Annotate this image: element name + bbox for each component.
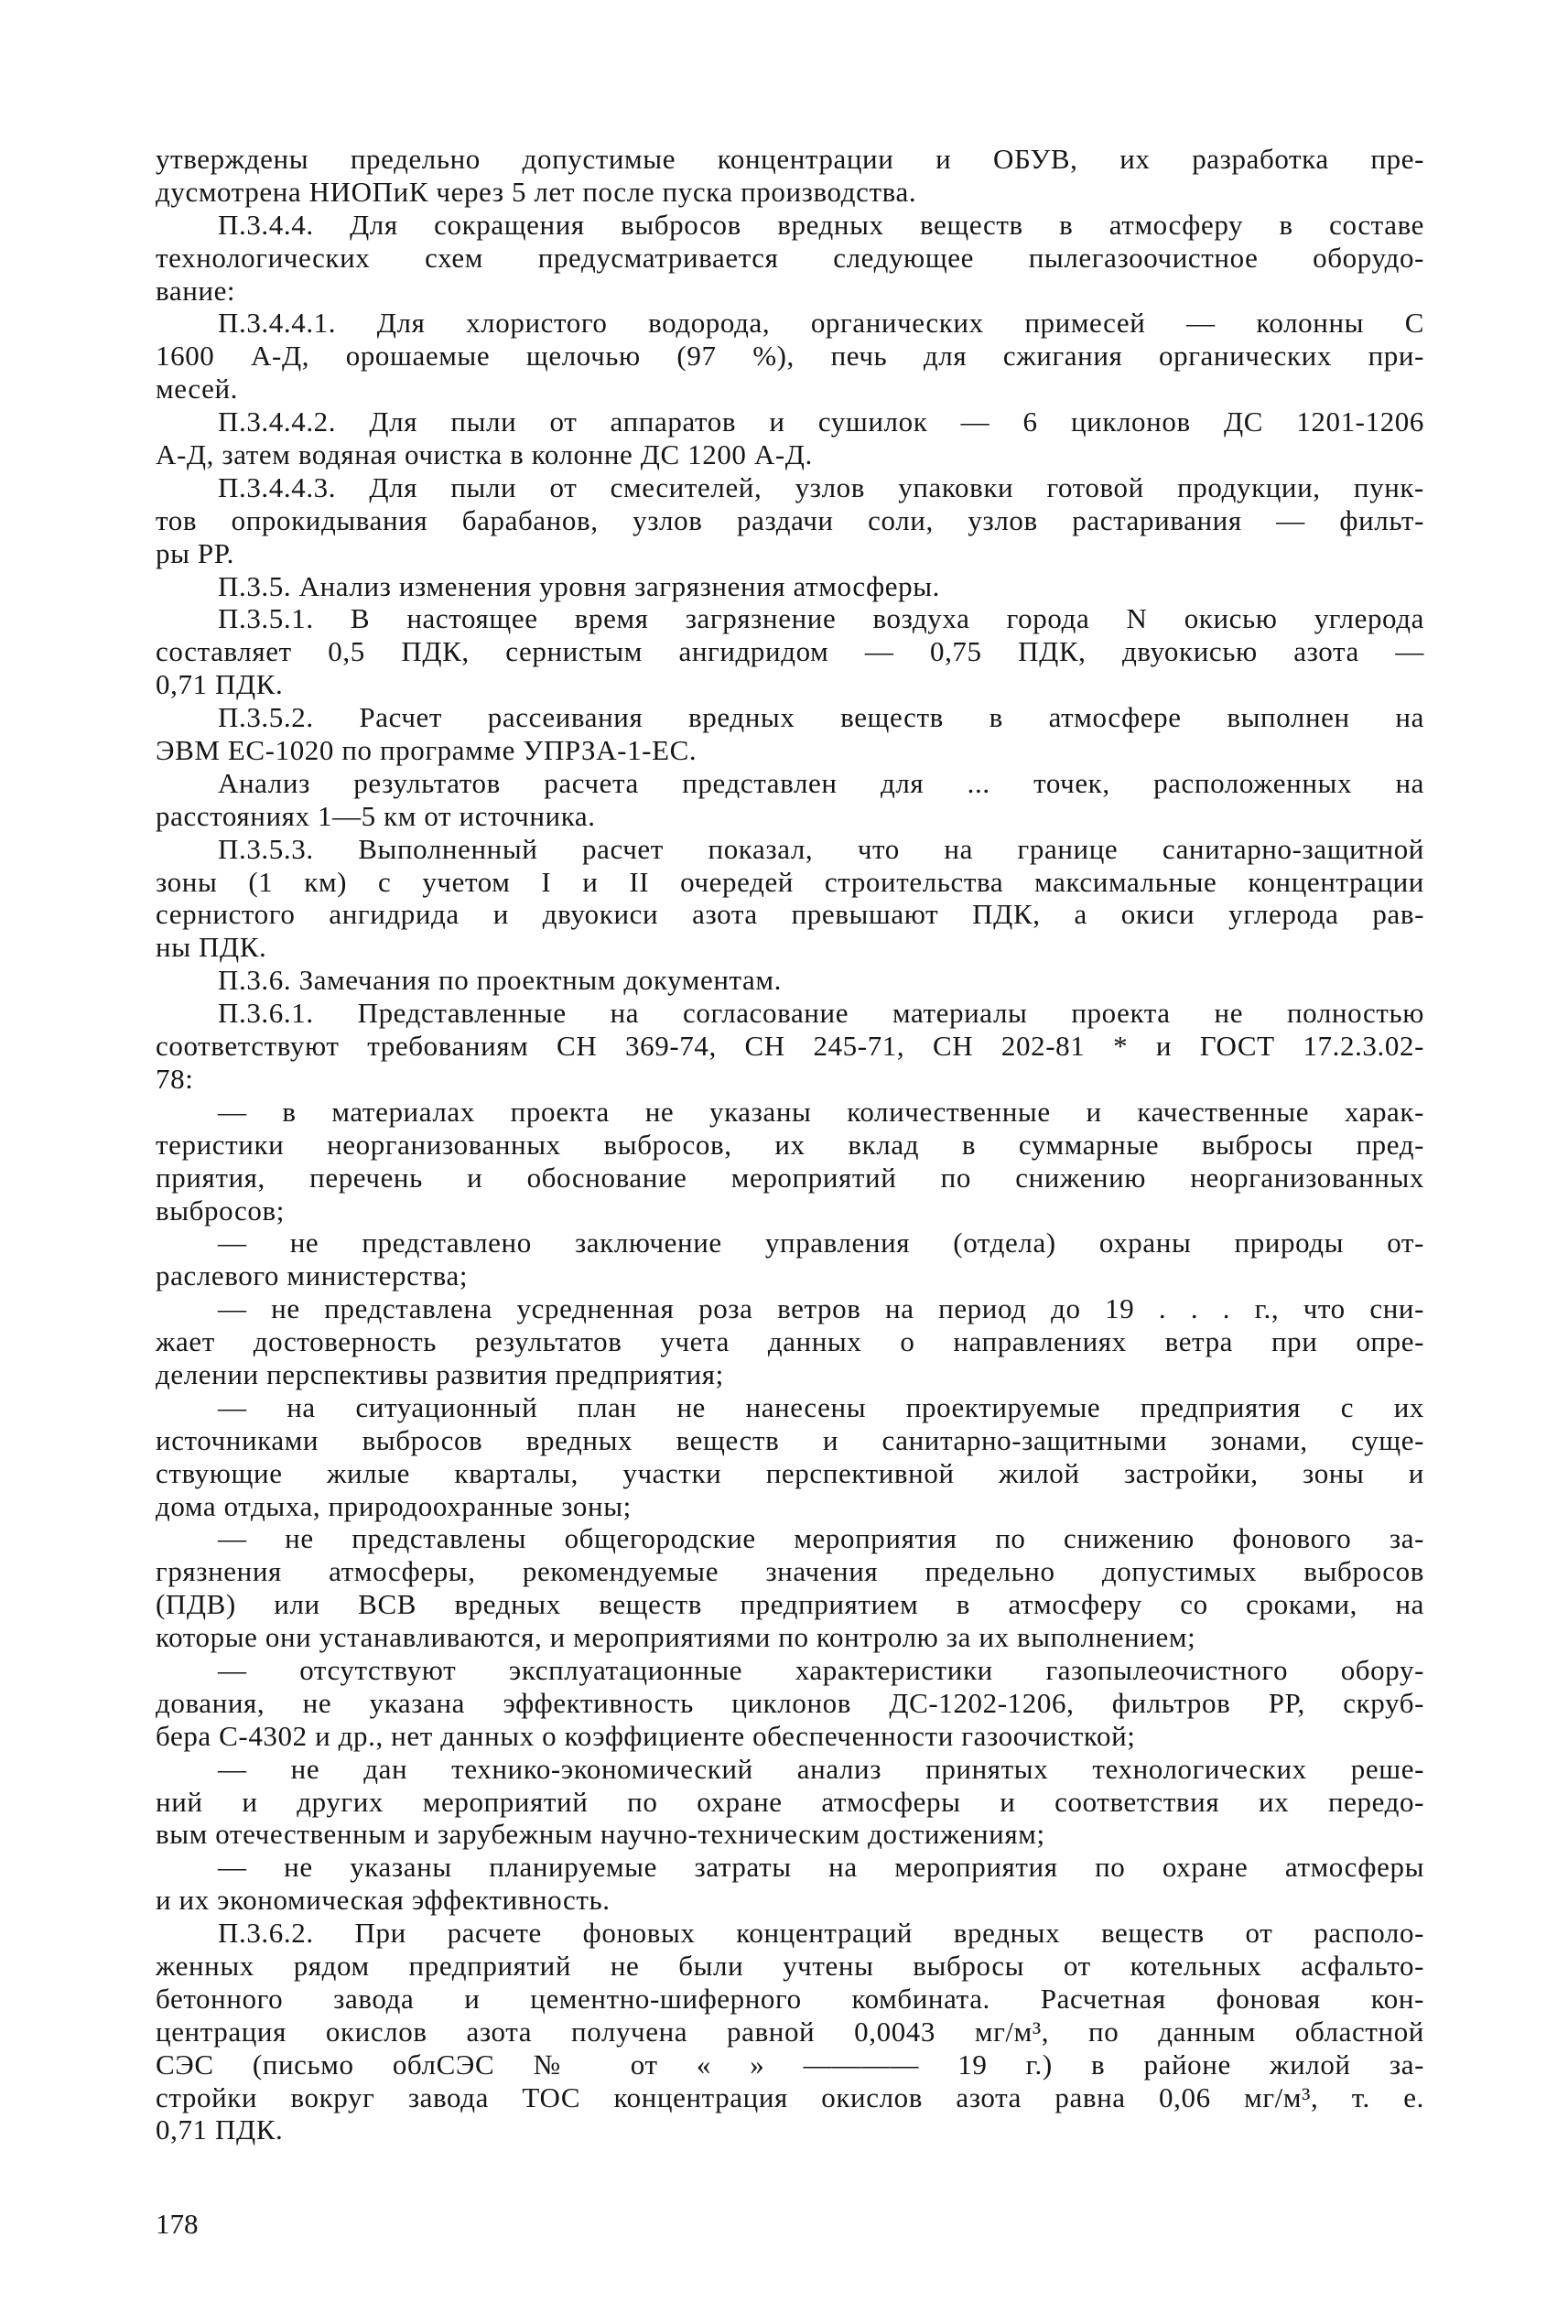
paragraph — [156, 833, 1424, 965]
paragraph — [156, 997, 1424, 1096]
text-line: 78: — [156, 1062, 194, 1095]
text-line: А-Д, затем водяная очистка в колонне ДС 1200 А-Д. — [156, 438, 813, 471]
paragraph — [156, 1292, 1424, 1391]
text-line: ствующие жилые кварталы, участки перспективной жилой застройки, зоны и — [156, 1456, 1424, 1489]
text-line: бетонного завода и цементно-шиферного комбината. Расчетная фоновая кон- — [156, 1982, 1424, 2015]
paragraph — [156, 1917, 1424, 2146]
paragraph — [156, 1096, 1424, 1227]
text-line: П.3.4.4.1. Для хлористого водорода, органических примесей — колонны С — [218, 307, 1424, 340]
text-line: 0,71 ПДК. — [156, 668, 284, 701]
text-line: — отсутствуют эксплуатационные характеристики газопылеочистного обору- — [218, 1653, 1424, 1686]
text-line: П.3.5. Анализ изменения уровня загрязнения атмосферы. — [218, 569, 941, 602]
text-line: выбросов; — [156, 1194, 285, 1227]
text-line: приятия, перечень и обоснование мероприятий по снижению неорганизованных — [156, 1161, 1424, 1194]
paragraph — [156, 471, 1424, 570]
text-line: источниками выбросов вредных веществ и санитарно-защитными зонами, суще- — [156, 1423, 1424, 1456]
text-line: ЭВМ ЕС-1020 по программе УПРЗА-1-ЕС. — [156, 734, 697, 767]
text-line: теристики неорганизованных выбросов, их вклад в суммарные выбросы пред- — [156, 1128, 1424, 1161]
text-line: — не представлено заключение управления (отдела) охраны природы от- — [218, 1227, 1424, 1259]
text-line: дома отдыха, природоохранные зоны; — [156, 1489, 632, 1522]
text-line: грязнения атмосферы, рекомендуемые значения предельно допустимых выбросов — [156, 1555, 1424, 1588]
text-line: — в материалах проекта не указаны количественные и качественные харак- — [218, 1095, 1424, 1128]
text-line: П.3.6.1. Представленные на согласование материалы проекта не полностью — [218, 997, 1424, 1030]
text-line: дусмотрена НИОПиК через 5 лет после пуска производства. — [156, 175, 917, 208]
paragraph — [156, 767, 1424, 833]
paragraph — [156, 1522, 1424, 1654]
paragraph — [156, 405, 1424, 471]
text-line: 1600 А-Д, орошаемые щелочью (97 %), печь для сжигания органических при- — [156, 340, 1424, 373]
text-line: — не представлены общегородские мероприятия по снижению фонового за- — [218, 1522, 1424, 1555]
text-line: раслевого министерства; — [156, 1259, 469, 1292]
document-body — [156, 143, 1424, 2146]
text-line: — на ситуационный план не нанесены проектируемые предприятия с их — [218, 1390, 1424, 1423]
text-line: и их экономическая эффективность. — [156, 1884, 611, 1917]
text-line: СЭС (письмо облСЭС № от « » ———— 19 г.) в районе жилой за- — [156, 2048, 1424, 2081]
text-line: ны ПДК. — [156, 931, 267, 964]
text-line: соответствуют требованиям СН 369-74, СН 245-71, СН 202-81 * и ГОСТ 17.2.3.02- — [156, 1030, 1424, 1063]
text-line: вание: — [156, 274, 236, 307]
text-line: женных рядом предприятий не были учтены выбросы от котельных асфальто- — [156, 1949, 1424, 1982]
text-line: П.3.4.4. Для сокращения выбросов вредных веществ в атмосферу в составе — [218, 208, 1424, 241]
text-line: — не представлена усредненная роза ветров на период до 19 . . . г., что сни- — [218, 1292, 1424, 1325]
text-line: П.3.6.2. При расчете фоновых концентраций вредных веществ от располо- — [218, 1917, 1424, 1950]
text-line: сернистого ангидрида и двуокиси азота превышают ПДК, а окиси углерода рав- — [156, 898, 1424, 931]
paragraph — [156, 964, 1424, 997]
text-line: П.3.4.4.3. Для пыли от смесителей, узлов упаковки готовой продукции, пунк- — [218, 470, 1424, 503]
text-line: (ПДВ) или ВСВ вредных веществ предприятием в атмосферу со сроками, на — [156, 1588, 1424, 1621]
text-line: Анализ результатов расчета представлен для ... точек, расположенных на — [218, 766, 1424, 799]
text-line: П.3.4.4.2. Для пыли от аппаратов и сушилок — 6 циклонов ДС 1201-1206 — [218, 405, 1424, 438]
text-line: стройки вокруг завода ТОС концентрация окислов азота равна 0,06 мг/м³, т. е. — [156, 2081, 1424, 2113]
paragraph — [156, 1753, 1424, 1852]
text-line: составляет 0,5 ПДК, сернистым ангидридом — 0,75 ПДК, двуокисью азота — — [156, 635, 1424, 668]
text-line: технологических схем предусматривается следующее пылегазоочистное оборудо- — [156, 241, 1424, 274]
paragraph — [156, 307, 1424, 405]
text-line: тов опрокидывания барабанов, узлов раздачи соли, узлов растаривания — фильт- — [156, 503, 1424, 536]
text-line: делении перспективы развития предприятия; — [156, 1357, 724, 1390]
text-line: жает достоверность результатов учета данных о направлениях ветра при опре- — [156, 1325, 1424, 1358]
paragraph — [156, 1654, 1424, 1753]
text-line: которые они устанавливаются, и мероприятиями по контролю за их выполнением; — [156, 1621, 1196, 1654]
paragraph — [156, 143, 1424, 209]
text-line: центрация окислов азота получена равной 0,0043 мг/м³, по данным областной — [156, 2015, 1424, 2048]
text-line: дования, не указана эффективность циклонов ДС-1202-1206, фильтров РР, скруб- — [156, 1686, 1424, 1719]
page-number: 178 — [156, 2208, 199, 2240]
text-line: П.3.5.2. Расчет рассеивания вредных веществ в атмосфере выполнен на — [218, 701, 1424, 734]
paragraph — [156, 1227, 1424, 1292]
text-line: месей. — [156, 373, 238, 405]
paragraph — [156, 701, 1424, 767]
text-line: расстояниях 1—5 км от источника. — [156, 799, 596, 832]
text-line: 0,71 ПДК. — [156, 2113, 284, 2146]
text-line: — не дан технико-экономический анализ принятых технологических реше- — [218, 1752, 1424, 1785]
text-line: ний и других мероприятий по охране атмосферы и соответствия их передо- — [156, 1785, 1424, 1818]
text-line: зоны (1 км) с учетом I и II очередей строительства максимальные концентрации — [156, 865, 1424, 898]
text-line: П.3.5.3. Выполненный расчет показал, что на границе санитарно-защитной — [218, 832, 1424, 865]
text-line: утверждены предельно допустимые концентрации и ОБУВ, их разработка пре- — [156, 143, 1424, 175]
paragraph — [156, 570, 1424, 603]
paragraph — [156, 602, 1424, 701]
text-line: вым отечественным и зарубежным научно-техническим достижениям; — [156, 1818, 1045, 1851]
text-line: бера С-4302 и др., нет данных о коэффициенте обеспеченности газоочисткой; — [156, 1719, 1136, 1752]
paragraph — [156, 209, 1424, 308]
paragraph — [156, 1851, 1424, 1917]
text-line: — не указаны планируемые затраты на мероприятия по охране атмосферы — [218, 1851, 1424, 1884]
text-line: П.3.5.1. В настоящее время загрязнение воздуха города N окисью углерода — [218, 602, 1424, 635]
text-line: ры РР. — [156, 536, 235, 569]
paragraph — [156, 1391, 1424, 1523]
text-line: П.3.6. Замечания по проектным документам. — [218, 964, 782, 997]
